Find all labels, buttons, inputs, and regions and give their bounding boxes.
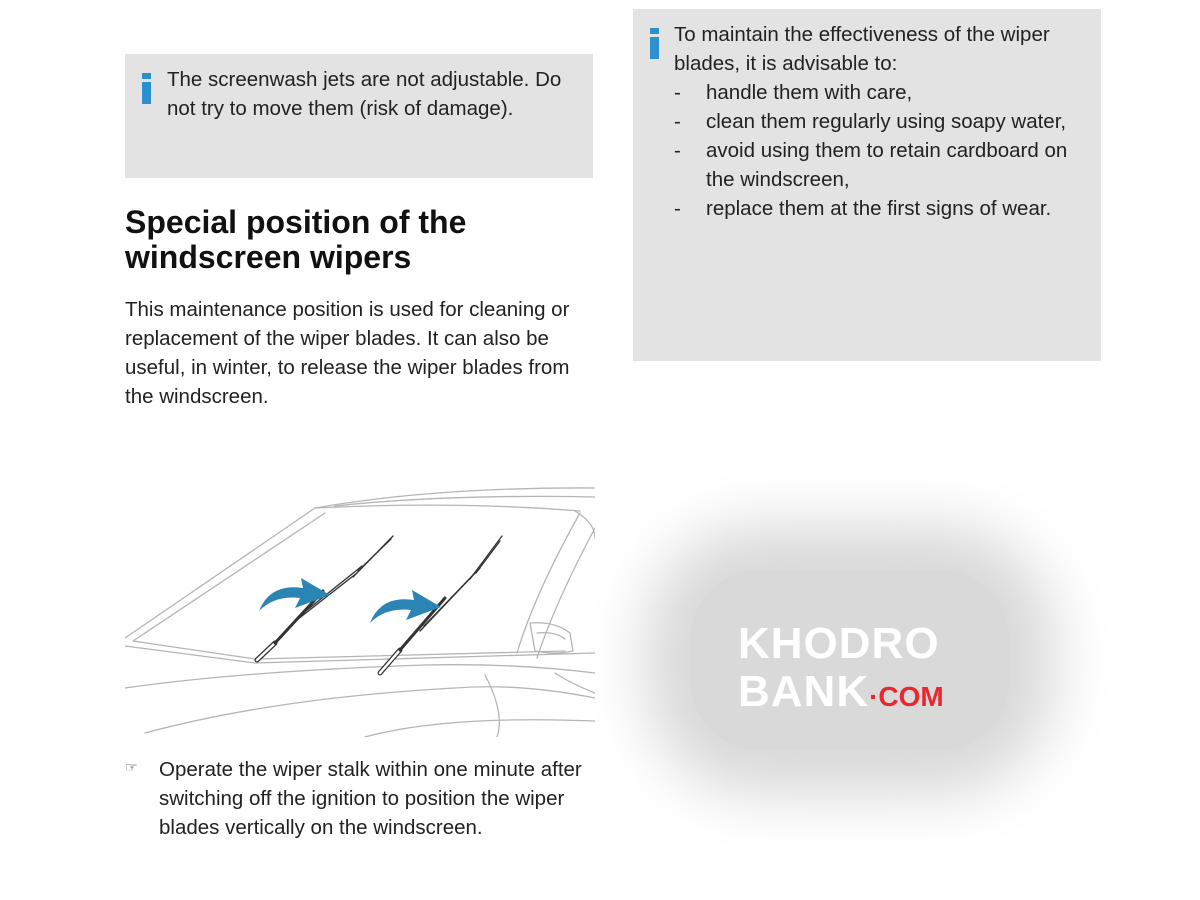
- watermark-suffix: ·COM: [869, 681, 944, 712]
- section-intro: This maintenance position is used for cleaning or replacement of the wiper blades. It can also be useful, in winter, to release the wiper blades from the windscreen.: [125, 298, 570, 408]
- care-list-item: - handle them with care,: [674, 81, 913, 104]
- info-text-wiper-care: [674, 20, 1094, 223]
- section-heading: Special position of the windscreen wipers: [125, 204, 467, 275]
- info-box-wiper-care: [633, 9, 1101, 361]
- care-list-item: - clean them regularly using soapy water,: [674, 110, 1067, 133]
- watermark-line2: BANK·COM: [738, 667, 944, 716]
- info-box-screenwash: [125, 54, 593, 178]
- watermark-logo: [690, 570, 1010, 750]
- info-intro: To maintain the effectiveness of the wiper blades, it is advisable to:: [674, 23, 1050, 75]
- windscreen-wipers-illustration: [125, 483, 595, 737]
- watermark-line1: KHODRO: [738, 619, 940, 668]
- care-list: [674, 78, 1094, 223]
- curved-arrow-icon: [370, 590, 441, 623]
- instruction-text: Operate the wiper stalk within one minute after switching off the ignition to position the wiper blades vertically on the windscreen.: [159, 758, 582, 839]
- care-list-item: - avoid using them to retain cardboard on the windscreen,: [674, 139, 1068, 191]
- care-list-item: - replace them at the first signs of wear.: [674, 197, 1052, 220]
- curved-arrow-icon: [259, 578, 330, 611]
- info-text-screenwash: The screenwash jets are not adjustable. Do not try to move them (risk of damage).: [167, 68, 562, 120]
- pointing-hand-icon: ☞: [125, 759, 138, 775]
